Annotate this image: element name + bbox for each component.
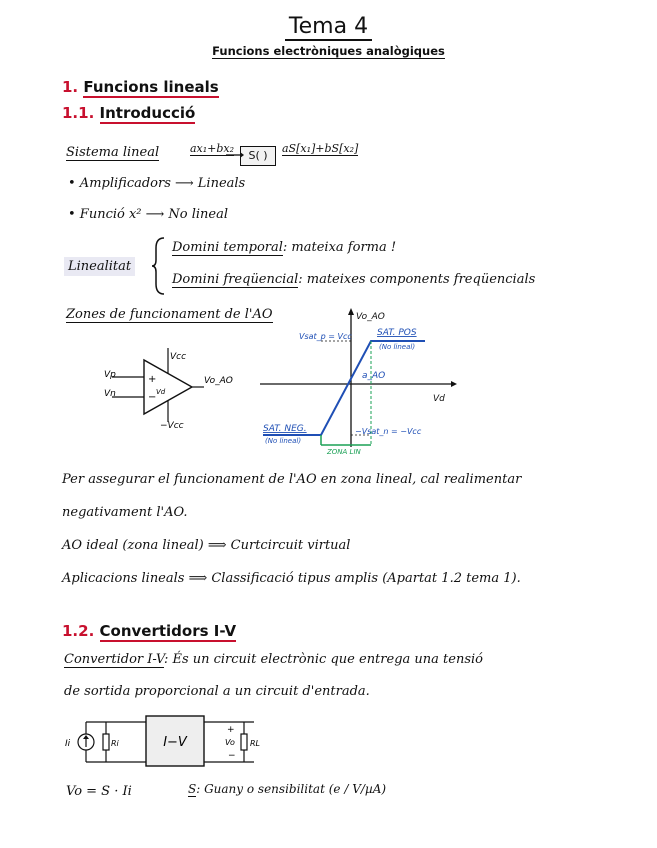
paragraph-3: AO ideal (zona lineal) ⟹ Curtcircuit virtual: [62, 538, 351, 553]
output-expression: aS[x₁]+bS[x₂]: [282, 142, 359, 155]
system-arrows: [226, 146, 286, 166]
opamp-diagram: [100, 340, 240, 435]
zona-lin-label: ZONA LIN: [327, 448, 361, 455]
converter-def-label: Convertidor I-V: [64, 652, 164, 667]
system-block: S( ): [240, 146, 276, 166]
vsat-pos-label: Vsat_p = Vcc: [299, 332, 352, 341]
sensitivity-line: [188, 782, 386, 796]
circuit-vo: Vo: [225, 738, 235, 747]
section-title: Introducció: [99, 104, 196, 122]
zones-label: Zones de funcionament de l'AO: [66, 307, 273, 322]
section-1-1-heading: [62, 104, 195, 122]
axis-x-label: Vd: [433, 394, 445, 404]
domini-temporal-label: Domini temporal: [172, 240, 283, 255]
domini-frequencial-label: Domini freqüencial: [172, 272, 299, 287]
section-title: Funcions lineals: [83, 78, 219, 96]
sensitivity-symbol: S: [188, 782, 197, 796]
opamp-vp: Vp: [104, 370, 116, 380]
converter-definition-line2: de sortida proporcional a un circuit d'entrada.: [64, 684, 370, 699]
vsat-neg-label: −Vsat_n = −Vcc: [355, 427, 422, 436]
sistema-label: Sistema lineal: [66, 145, 160, 160]
circuit-ri: Ri: [111, 739, 119, 748]
input-expression: ax₁+bx₂: [190, 142, 235, 155]
opamp-vcc-top: Vcc: [170, 352, 187, 362]
opamp-vn: Vn: [104, 389, 116, 399]
page-subtitle: Funcions electròniques analògiques: [212, 44, 445, 58]
converter-formula: Vo = S · Ii: [66, 784, 132, 799]
paragraph-4: Aplicacions lineals ⟹ Classificació tipus amplis (Apartat 1.2 tema 1).: [62, 571, 521, 586]
linealitat-brace: [150, 236, 170, 296]
bullet-funcio: • Funció x² ⟶ No lineal: [68, 207, 229, 222]
section-number: 1.: [62, 78, 79, 96]
section-1-heading: [62, 78, 219, 96]
circuit-ii: Ii: [65, 739, 71, 749]
sat-pos-label: SAT. POS: [377, 328, 417, 338]
converter-def-text1: : És un circuit electrònic que entrega una tensió: [163, 652, 483, 667]
sensitivity-units: (e / V/µA): [328, 782, 387, 796]
section-number: 1.1.: [62, 104, 95, 122]
circuit-block-label: I−V: [163, 735, 187, 750]
slope-label: a_AO: [362, 371, 386, 381]
section-number: 1.2.: [62, 622, 95, 640]
bullet-amplificadors: • Amplificadors ⟶ Lineals: [68, 176, 246, 191]
section-title: Convertidors I-V: [99, 622, 237, 640]
axis-y-label: Vo_AO: [356, 312, 385, 322]
paragraph-1: Per assegurar el funcionament de l'AO en zona lineal, cal realimentar: [62, 472, 522, 487]
circuit-rl: RL: [250, 739, 261, 748]
circuit-minus: −: [228, 751, 236, 761]
converter-definition-line1: [64, 652, 483, 667]
no-lineal-pos-label: (No lineal): [379, 343, 416, 351]
sat-neg-label: SAT. NEG.: [263, 424, 307, 434]
no-lineal-neg-label: (No lineal): [265, 437, 302, 445]
linealitat-label: Linealitat: [64, 257, 135, 276]
opamp-vd: Vd: [156, 388, 166, 396]
domini-frequencial: [172, 272, 535, 287]
page-title: Tema 4: [0, 14, 657, 39]
opamp-vout: Vo_AO: [204, 376, 233, 386]
sensitivity-text: : Guany o sensibilitat: [196, 782, 325, 796]
section-1-2-heading: [62, 622, 236, 640]
opamp-vcc-bottom: −Vcc: [160, 421, 184, 431]
domini-temporal: [172, 240, 396, 255]
opamp-minus: −: [148, 392, 157, 403]
transfer-characteristic: [255, 305, 460, 455]
domini-temporal-text: : mateixa forma !: [282, 240, 397, 255]
paragraph-2: negativament l'AO.: [62, 505, 188, 520]
converter-circuit: [64, 712, 274, 772]
domini-frequencial-text: : mateixes components freqüencials: [298, 272, 536, 287]
opamp-plus: +: [148, 374, 157, 385]
circuit-plus: +: [227, 725, 235, 735]
